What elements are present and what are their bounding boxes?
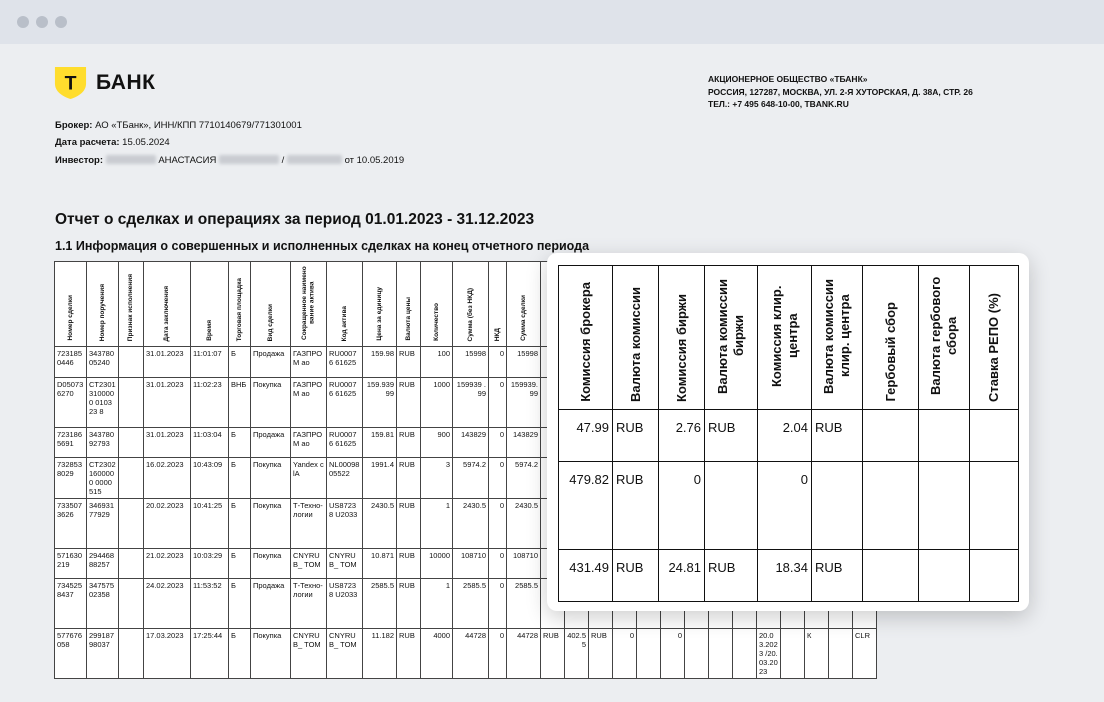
column-header [229, 262, 251, 347]
table-cell: 732853 8029 [55, 458, 87, 499]
zoom-column-label: Валюта комиссии клир. центра [821, 278, 852, 394]
column-header [55, 262, 87, 347]
company-line: РОССИЯ, 127287, МОСКВА, УЛ. 2-Я ХУТОРСКАЯ, Д. 38А, СТР. 26 [708, 86, 973, 97]
table-cell [119, 378, 144, 428]
zoom-cell: 0 [758, 462, 812, 550]
table-cell: 347575 02358 [87, 579, 119, 629]
table-cell: 0 [489, 549, 507, 579]
table-cell: 10000 [421, 549, 453, 579]
commission-zoom-table [558, 265, 1019, 602]
table-cell [119, 428, 144, 458]
table-cell: 2430.5 [507, 499, 541, 549]
zoom-cell [919, 410, 970, 462]
table-row [55, 629, 877, 679]
zoom-cell: 18.34 [758, 550, 812, 602]
column-header-label: Вид сделки [266, 303, 274, 341]
zoom-column-header [705, 266, 758, 410]
table-cell: Yandex clA [291, 458, 327, 499]
table-cell: RUB [397, 499, 421, 549]
table-cell: 31.01.2023 [144, 378, 191, 428]
table-cell: RU00076 61625 [327, 347, 363, 378]
zoom-cell: RUB [705, 410, 758, 462]
zoom-row [559, 410, 1019, 462]
table-cell: 31.01.2023 [144, 347, 191, 378]
table-cell: К [805, 629, 829, 679]
table-cell: 0 [489, 458, 507, 499]
table-cell: 723185 0446 [55, 347, 87, 378]
table-cell: RU00076 61625 [327, 428, 363, 458]
company-info [708, 73, 973, 111]
zoom-column-header [970, 266, 1019, 410]
table-cell: Т-Техно- логии [291, 499, 327, 549]
zoom-callout [547, 253, 1029, 611]
svg-text:Т: Т [64, 72, 77, 95]
column-header [119, 262, 144, 347]
table-cell [119, 347, 144, 378]
table-cell: RUB [397, 549, 421, 579]
zoom-cell: RUB [812, 550, 863, 602]
table-cell: 343780 05240 [87, 347, 119, 378]
table-cell: 1991.4 [363, 458, 397, 499]
zoom-cell: 24.81 [659, 550, 705, 602]
table-cell: 299187 98037 [87, 629, 119, 679]
table-cell: 4000 [421, 629, 453, 679]
zoom-column-label: Валюта комиссии биржи [715, 278, 746, 394]
column-header-label: Сокращенное наименование актива [301, 266, 316, 340]
report-title: Отчет о сделках и операциях за период 01.01.2023 - 31.12.2023 [55, 211, 535, 228]
broker-value: АО «ТБанк», ИНН/КПП 7710140679/771301001 [95, 120, 302, 131]
zoom-cell: 2.76 [659, 410, 705, 462]
table-cell: CT2301 3100000 010323 8 [87, 378, 119, 428]
table-cell [119, 458, 144, 499]
table-cell [119, 499, 144, 549]
table-cell: 2585.5 [507, 579, 541, 629]
table-cell: 100 [421, 347, 453, 378]
column-header-label: Сумма сделки [519, 295, 527, 341]
investor-separator: / [281, 155, 285, 166]
zoom-cell [970, 410, 1019, 462]
zoom-cell [863, 410, 919, 462]
zoom-cell [970, 462, 1019, 550]
column-header [87, 262, 119, 347]
table-cell: 402.55 [565, 629, 589, 679]
column-header-label: Номер поручения [98, 283, 106, 341]
table-cell: 5974.2 [507, 458, 541, 499]
table-cell: CNYRUB_ TOM [327, 549, 363, 579]
zoom-column-header [613, 266, 659, 410]
broker-line [55, 120, 302, 131]
table-cell: 159.98 [363, 347, 397, 378]
company-line: ТЕЛ.: +7 495 648-10-00, TBANK.RU [708, 99, 849, 109]
table-cell: 0 [489, 378, 507, 428]
table-cell: RU00076 61625 [327, 378, 363, 428]
zoom-cell: RUB [613, 550, 659, 602]
zoom-header-row [559, 266, 1019, 410]
table-cell: 1 [421, 579, 453, 629]
investor-name: АНАСТАСИЯ [158, 155, 217, 166]
table-cell: RUB [397, 629, 421, 679]
column-header-label: Время [205, 320, 213, 341]
redacted-block [287, 155, 342, 164]
column-header-label: НКД [493, 327, 501, 341]
table-cell [829, 629, 853, 679]
table-cell: 2585.5 [453, 579, 489, 629]
column-header-label: Дата заключения [163, 285, 171, 341]
table-cell: RUB [397, 458, 421, 499]
column-header-label: Торговая площадка [235, 277, 243, 341]
table-cell: 571630 219 [55, 549, 87, 579]
zoom-column-header [919, 266, 970, 410]
table-cell: US87238 U2033 [327, 579, 363, 629]
table-cell: 0 [489, 428, 507, 458]
table-cell: NL00098 05522 [327, 458, 363, 499]
table-cell [637, 629, 661, 679]
investor-from: от 10.05.2019 [344, 155, 405, 166]
column-header [363, 262, 397, 347]
table-cell: CT2302 1600000 0000515 [87, 458, 119, 499]
zoom-cell: 47.99 [559, 410, 613, 462]
table-cell [119, 629, 144, 679]
table-cell: 1 [421, 499, 453, 549]
zoom-column-header [812, 266, 863, 410]
table-cell: 733507 3626 [55, 499, 87, 549]
zoom-column-header [659, 266, 705, 410]
table-cell: 20.02.2023 [144, 499, 191, 549]
column-header-label: Номер сделки [66, 295, 74, 341]
table-cell: Покупка [251, 378, 291, 428]
zoom-cell [970, 550, 1019, 602]
table-cell: RUB [541, 629, 565, 679]
table-cell: 10:41:25 [191, 499, 229, 549]
table-cell: Продажа [251, 347, 291, 378]
table-cell: 143829 [453, 428, 489, 458]
column-header [421, 262, 453, 347]
table-cell: Б [229, 458, 251, 499]
zoom-column-label: Валюта гербового сбора [928, 276, 959, 396]
table-cell: 16.02.2023 [144, 458, 191, 499]
table-cell: ГАЗПРОМ ао [291, 347, 327, 378]
table-cell: 0 [489, 347, 507, 378]
date-label: Дата расчета: [55, 137, 120, 148]
table-cell: 0 [489, 629, 507, 679]
table-cell: 346931 77929 [87, 499, 119, 549]
zoom-cell [919, 462, 970, 550]
window-dot-icon[interactable] [55, 16, 67, 28]
zoom-cell: 0 [659, 462, 705, 550]
table-cell: 0 [613, 629, 637, 679]
zoom-cell: RUB [613, 410, 659, 462]
table-cell: 723186 5691 [55, 428, 87, 458]
zoom-cell: RUB [812, 410, 863, 462]
zoom-column-header [863, 266, 919, 410]
column-header-label: Валюта цены [404, 297, 412, 341]
column-header [251, 262, 291, 347]
table-cell: RUB [397, 428, 421, 458]
table-cell [119, 579, 144, 629]
table-cell: 734525 8437 [55, 579, 87, 629]
column-header [507, 262, 541, 347]
date-line [55, 137, 170, 148]
column-header [291, 262, 327, 347]
table-cell: 159.81 [363, 428, 397, 458]
table-cell [781, 629, 805, 679]
column-header-label: Признак исполнения [127, 273, 135, 341]
column-header-label: Код актива [340, 305, 348, 341]
zoom-cell [919, 550, 970, 602]
zoom-column-header [559, 266, 613, 410]
column-header-label: Сумма (без НКД) [466, 287, 474, 341]
column-header-label: Цена за единицу [375, 287, 383, 341]
table-cell: 15998 [453, 347, 489, 378]
table-cell: 31.01.2023 [144, 428, 191, 458]
table-cell: US87238 U2033 [327, 499, 363, 549]
table-cell: Б [229, 428, 251, 458]
table-cell: Покупка [251, 549, 291, 579]
table-cell: 1000 [421, 378, 453, 428]
table-cell: CNYRUB_ TOM [291, 629, 327, 679]
table-cell: 2585.5 [363, 579, 397, 629]
zoom-cell: RUB [705, 550, 758, 602]
table-cell: Покупка [251, 499, 291, 549]
zoom-cell [812, 462, 863, 550]
column-header [191, 262, 229, 347]
table-cell: 44728 [507, 629, 541, 679]
zoom-column-label: Ставка РЕПО (%) [986, 293, 1001, 402]
table-cell: 577676 058 [55, 629, 87, 679]
table-cell: Б [229, 629, 251, 679]
table-cell: 159939 .99 [453, 378, 489, 428]
zoom-column-label: Комиссия брокера [577, 282, 593, 402]
table-cell: Б [229, 347, 251, 378]
table-cell: Б [229, 499, 251, 549]
table-cell: Т-Техно- логии [291, 579, 327, 629]
zoom-row [559, 462, 1019, 550]
table-cell: CNYRUB_ TOM [291, 549, 327, 579]
table-cell: 900 [421, 428, 453, 458]
table-cell: Покупка [251, 629, 291, 679]
table-cell: 20.03.2023 /20.03.2023 [757, 629, 781, 679]
table-cell: 10:43:09 [191, 458, 229, 499]
table-cell: ВНБ [229, 378, 251, 428]
table-cell: CLR [853, 629, 877, 679]
bank-logo [53, 65, 155, 100]
redacted-block [219, 155, 279, 164]
table-cell: 17:25:44 [191, 629, 229, 679]
table-cell: RUB [589, 629, 613, 679]
table-cell: ГАЗПРОМ ао [291, 428, 327, 458]
column-header [453, 262, 489, 347]
table-cell: 15998 [507, 347, 541, 378]
table-cell: 24.02.2023 [144, 579, 191, 629]
brand-name: БАНК [96, 70, 156, 94]
table-cell: Продажа [251, 428, 291, 458]
table-cell: CNYRUB_ TOM [327, 629, 363, 679]
table-cell: 10:03:29 [191, 549, 229, 579]
zoom-column-label: Валюта комиссии [627, 286, 643, 402]
zoom-cell: 2.04 [758, 410, 812, 462]
table-cell [709, 629, 733, 679]
table-cell: 2430.5 [363, 499, 397, 549]
table-cell: 21.02.2023 [144, 549, 191, 579]
table-cell: Продажа [251, 579, 291, 629]
table-cell: RUB [397, 347, 421, 378]
table-cell: 0 [489, 579, 507, 629]
window-titlebar [0, 0, 1104, 44]
table-cell: 2430.5 [453, 499, 489, 549]
zoom-column-label: Гербовый сбор [882, 302, 898, 402]
table-cell: RUB [397, 378, 421, 428]
window-dot-icon[interactable] [17, 16, 29, 28]
zoom-column-label: Комиссия биржи [673, 294, 689, 402]
column-header [327, 262, 363, 347]
table-cell: RUB [397, 579, 421, 629]
window-dot-icon[interactable] [36, 16, 48, 28]
table-cell: 11:53:52 [191, 579, 229, 629]
table-cell: 0 [661, 629, 685, 679]
table-cell: 294468 88257 [87, 549, 119, 579]
table-cell: Покупка [251, 458, 291, 499]
table-cell: 108710 [453, 549, 489, 579]
table-cell: 108710 [507, 549, 541, 579]
table-cell: D05073 6270 [55, 378, 87, 428]
zoom-cell: 479.82 [559, 462, 613, 550]
table-cell: 0 [489, 499, 507, 549]
table-cell: 44728 [453, 629, 489, 679]
zoom-cell: RUB [613, 462, 659, 550]
zoom-row [559, 550, 1019, 602]
table-cell: 143829 [507, 428, 541, 458]
table-cell: 11:03:04 [191, 428, 229, 458]
table-cell: ГАЗПРОМ ао [291, 378, 327, 428]
zoom-cell [863, 462, 919, 550]
broker-label: Брокер: [55, 120, 93, 131]
zoom-column-header [758, 266, 812, 410]
table-cell: 11.182 [363, 629, 397, 679]
table-cell: 17.03.2023 [144, 629, 191, 679]
zoom-cell: 431.49 [559, 550, 613, 602]
column-header [489, 262, 507, 347]
table-cell: 5974.2 [453, 458, 489, 499]
table-cell: 3 [421, 458, 453, 499]
table-cell: 11:01:07 [191, 347, 229, 378]
table-cell: 159.939 99 [363, 378, 397, 428]
redacted-block [106, 155, 156, 164]
table-cell: Б [229, 549, 251, 579]
column-header [397, 262, 421, 347]
zoom-cell [863, 550, 919, 602]
table-cell: 11:02:23 [191, 378, 229, 428]
table-cell [119, 549, 144, 579]
zoom-cell [705, 462, 758, 550]
zoom-column-label: Комиссия клир. центра [768, 285, 800, 387]
investor-line [55, 155, 404, 166]
table-cell: 343780 92793 [87, 428, 119, 458]
report-subtitle: 1.1 Информация о совершенных и исполненных сделках на конец отчетного периода [55, 239, 590, 253]
table-cell [733, 629, 757, 679]
table-cell [685, 629, 709, 679]
shield-logo-icon [53, 65, 88, 100]
investor-label: Инвестор: [55, 155, 104, 166]
company-line: АКЦИОНЕРНОЕ ОБЩЕСТВО «ТБАНК» [708, 74, 868, 84]
table-cell: 159939. 99 [507, 378, 541, 428]
date-value: 15.05.2024 [122, 137, 170, 148]
table-cell: 10.871 [363, 549, 397, 579]
column-header [144, 262, 191, 347]
table-cell: Б [229, 579, 251, 629]
column-header-label: Количество [432, 303, 440, 341]
